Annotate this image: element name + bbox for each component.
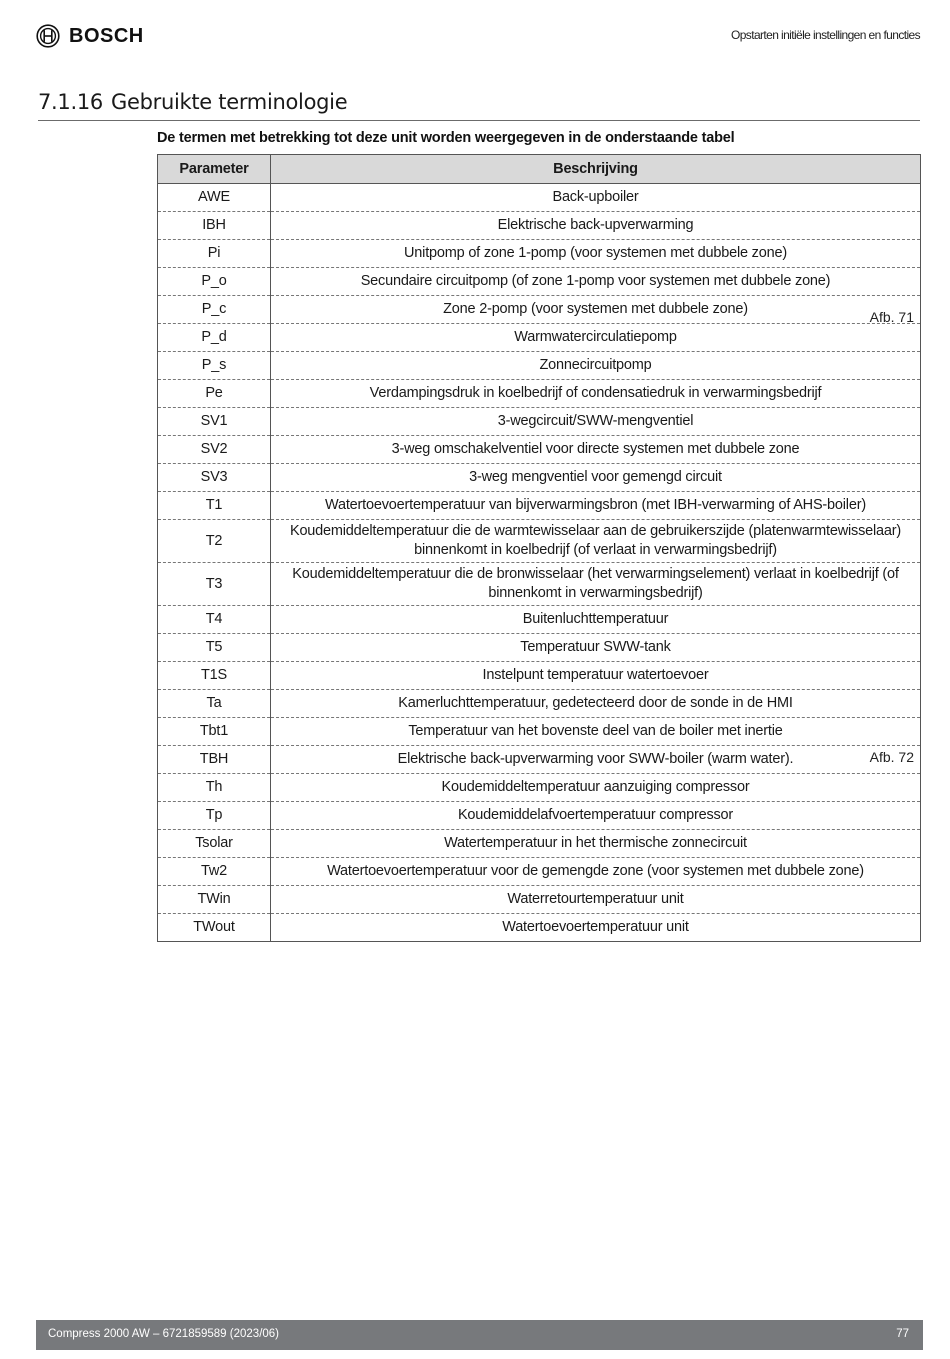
table-row: [158, 296, 921, 324]
table-row: [158, 268, 921, 296]
description-cell: Watertemperatuur in het thermische zonnecircuit: [271, 830, 921, 858]
parameter-cell: TWin: [158, 886, 271, 914]
parameter-cell: T1S: [158, 662, 271, 690]
parameter-cell: SV1: [158, 408, 271, 436]
parameter-cell: Tsolar: [158, 830, 271, 858]
parameter-cell: SV2: [158, 436, 271, 464]
footer-document-id: Compress 2000 AW – 6721859589 (2023/06): [48, 1328, 280, 1340]
table-row: [158, 492, 921, 520]
description-cell: Back-upboiler: [271, 184, 921, 212]
description-cell: Instelpunt temperatuur watertoevoer: [271, 662, 921, 690]
description-cell: Watertoevoertemperatuur voor de gemengde zone (voor systemen met dubbele zone): [271, 858, 921, 886]
table-row: [158, 830, 921, 858]
parameter-cell: T2: [158, 520, 271, 563]
table-row: [158, 634, 921, 662]
table-row: [158, 563, 921, 606]
table-row: [158, 408, 921, 436]
description-cell: Koudemiddeltemperatuur die de bronwisselaar (het verwarmingselement) verlaat in koelbedrijf (of binnenkomt in verwarmingsbedrijf): [271, 563, 921, 606]
description-cell: Zone 2-pomp (voor systemen met dubbele zone): [271, 296, 921, 324]
table-row: [158, 380, 921, 408]
description-cell: 3-weg omschakelventiel voor directe systemen met dubbele zone: [271, 436, 921, 464]
table-row: [158, 858, 921, 886]
description-cell: Elektrische back-upverwarming voor SWW-boiler (warm water).: [271, 746, 921, 774]
description-cell: Verdampingsdruk in koelbedrijf of condensatiedruk in verwarmingsbedrijf: [271, 380, 921, 408]
parameter-cell: TWout: [158, 914, 271, 942]
table-row: [158, 746, 921, 774]
description-cell: Koudemiddelafvoertemperatuur compressor: [271, 802, 921, 830]
table-header-row: [158, 155, 921, 184]
table-row: [158, 802, 921, 830]
parameter-cell: T5: [158, 634, 271, 662]
table-row: [158, 324, 921, 352]
table-row: [158, 184, 921, 212]
table-row: [158, 662, 921, 690]
description-cell: Watertoevoertemperatuur van bijverwarmingsbron (met IBH-verwarming of AHS-boiler): [271, 492, 921, 520]
table-row: [158, 690, 921, 718]
description-cell: Kamerluchttemperatuur, gedetecteerd door de sonde in de HMI: [271, 690, 921, 718]
section-divider: [38, 120, 920, 121]
section-number: 7.1.16: [38, 90, 103, 114]
description-cell: Temperatuur van het bovenste deel van de boiler met inertie: [271, 718, 921, 746]
table-row: [158, 464, 921, 492]
description-cell: Secundaire circuitpomp (of zone 1-pomp voor systemen met dubbele zone): [271, 268, 921, 296]
parameter-cell: P_s: [158, 352, 271, 380]
terminology-table: [157, 154, 921, 942]
figure-label: Afb. 72: [869, 749, 914, 765]
table-row: [158, 774, 921, 802]
table-row: [158, 886, 921, 914]
table-row: [158, 520, 921, 563]
page-footer: [36, 1320, 923, 1350]
description-cell: Koudemiddeltemperatuur aanzuiging compressor: [271, 774, 921, 802]
table-body: [158, 184, 921, 942]
table-row: [158, 436, 921, 464]
column-header-description: Beschrijving: [271, 155, 921, 184]
table-row: [158, 914, 921, 942]
bosch-logo: [36, 24, 144, 48]
chapter-label: Opstarten initiële instellingen en functies: [731, 28, 920, 42]
parameter-cell: P_o: [158, 268, 271, 296]
description-cell: Watertoevoertemperatuur unit: [271, 914, 921, 942]
section-title: Gebruikte terminologie: [111, 90, 348, 114]
description-cell: Koudemiddeltemperatuur die de warmtewisselaar aan de gebruikerszijde (platenwarmtewisselaar) binnenkomt in koelbedrijf (of verlaat in verwarmingsbedrijf): [271, 520, 921, 563]
table-caption: De termen met betrekking tot deze unit worden weergegeven in de onderstaande tabel: [157, 130, 735, 146]
parameter-cell: T1: [158, 492, 271, 520]
parameter-cell: Tw2: [158, 858, 271, 886]
description-cell: Elektrische back-upverwarming: [271, 212, 921, 240]
description-cell: Temperatuur SWW-tank: [271, 634, 921, 662]
parameter-cell: TBH: [158, 746, 271, 774]
description-cell: 3-wegcircuit/SWW-mengventiel: [271, 408, 921, 436]
description-cell: Warmwatercirculatiepomp: [271, 324, 921, 352]
parameter-cell: T3: [158, 563, 271, 606]
description-cell: 3-weg mengventiel voor gemengd circuit: [271, 464, 921, 492]
parameter-cell: P_d: [158, 324, 271, 352]
parameter-cell: Pi: [158, 240, 271, 268]
column-header-parameter: Parameter: [158, 155, 271, 184]
parameter-cell: T4: [158, 606, 271, 634]
parameter-cell: Tp: [158, 802, 271, 830]
table-row: [158, 718, 921, 746]
parameter-cell: Tbt1: [158, 718, 271, 746]
parameter-cell: SV3: [158, 464, 271, 492]
table-row: [158, 606, 921, 634]
parameter-cell: Pe: [158, 380, 271, 408]
description-cell: Unitpomp of zone 1-pomp (voor systemen met dubbele zone): [271, 240, 921, 268]
bosch-armature-icon: [36, 24, 60, 48]
section-heading: [38, 90, 347, 114]
parameter-cell: P_c: [158, 296, 271, 324]
page-header: [0, 0, 950, 70]
figure-label: Afb. 71: [869, 309, 914, 325]
brand-name: BOSCH: [69, 24, 144, 47]
parameter-cell: Ta: [158, 690, 271, 718]
description-cell: Waterretourtemperatuur unit: [271, 886, 921, 914]
page-number: 77: [896, 1328, 909, 1340]
description-cell: Buitenluchttemperatuur: [271, 606, 921, 634]
table-row: [158, 352, 921, 380]
parameter-cell: IBH: [158, 212, 271, 240]
parameter-cell: AWE: [158, 184, 271, 212]
table-row: [158, 212, 921, 240]
parameter-cell: Th: [158, 774, 271, 802]
description-cell: Zonnecircuitpomp: [271, 352, 921, 380]
table-row: [158, 240, 921, 268]
